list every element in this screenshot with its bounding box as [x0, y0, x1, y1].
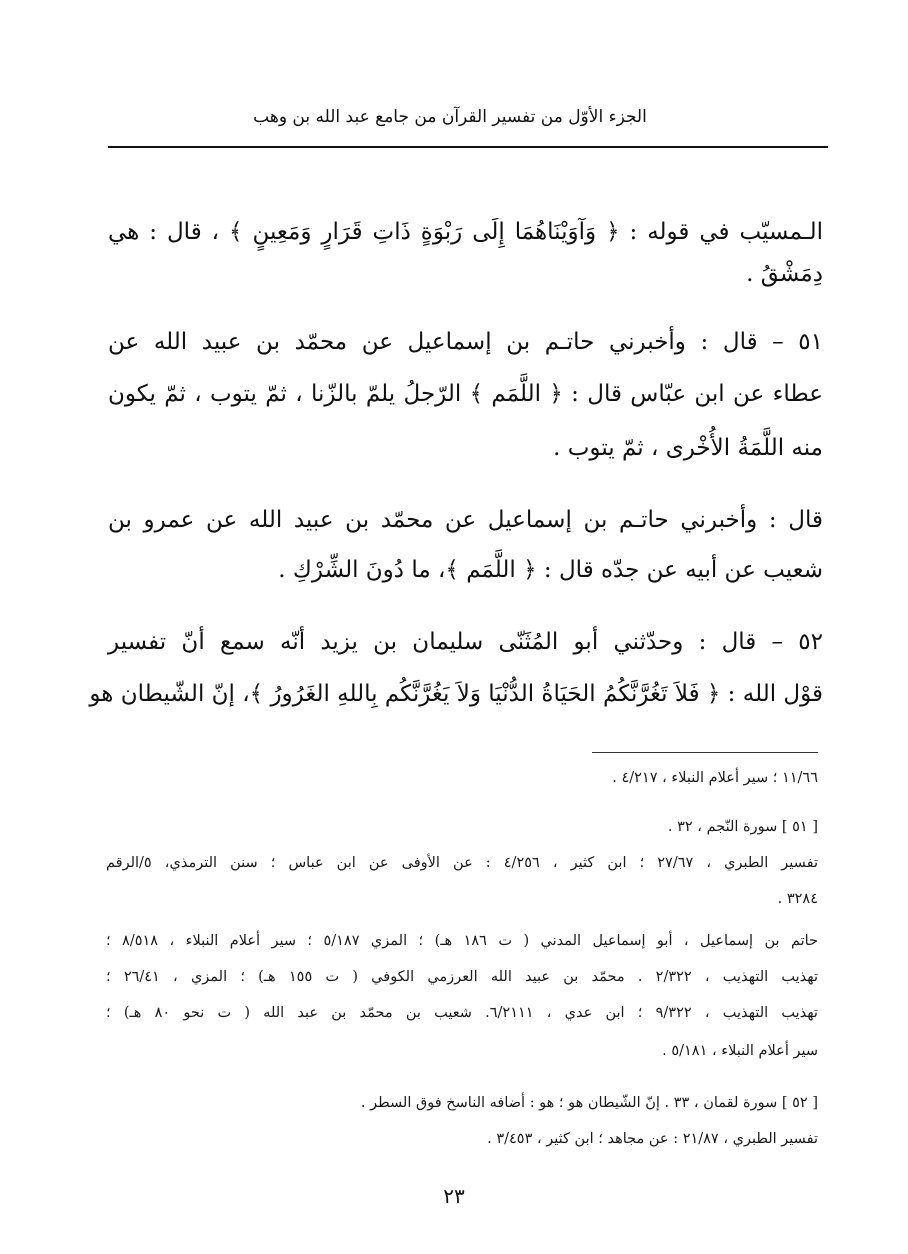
- footnote-line: تهذيب التهذيب ، ٩/٣٢٢ ؛ ابن عدي ، ٦/٢١١١. شعيب بن محمّد بن عبد الله ( ت نحو ٨٠ هـ) ؛: [106, 1005, 818, 1021]
- footnote-divider: [592, 752, 818, 753]
- body-line: قوْل الله : ﴿ فَلاَ تَغُرَّنَّكُمُ الحَيَاةُ الدُّنْيَا وَلاَ يَغُرَّنَّكُم بِاللهِ الغَرُورُ ﴾، إنّ الشّيطان هو: [89, 681, 823, 707]
- body-line: ٥٢ – قال : وحدّثني أبو المُثَنّى سليمان بن يزيد أنّه سمع أنّ تفسير: [108, 629, 823, 655]
- body-line: ٥١ – قال : وأخبرني حاتـم بن إسماعيل عن محمّد بن عبيد الله عن: [108, 329, 823, 355]
- body-line: عطاء عن ابن عبّاس قال : ﴿ اللَّمَم ﴾ الرّجلُ يلمّ بالزّنا ، ثمّ يتوب ، ثمّ يكون: [108, 381, 823, 407]
- body-line: قال : وأخبرني حاتـم بن إسماعيل عن محمّد بن عبيد الله عن عمرو بن: [108, 507, 823, 533]
- footnote-line: سير أعلام النبلاء ، ٥/١٨١ .: [662, 1043, 818, 1059]
- footnote-line: ٣٢٨٤ .: [777, 891, 818, 907]
- footnote-line: [ ٥٢ ] سورة لقمان ، ٣٣ . إنّ الشّيطان هو ؛ هو : أضافه الناسخ فوق السطر .: [360, 1095, 818, 1111]
- body-line: دِمَشْقُ .: [746, 261, 823, 287]
- footnote-line: حاتم بن إسماعيل ، أبو إسماعيل المدني ( ت ١٨٦ هـ) ؛ المزي ٥/١٨٧ ؛ سير أعلام النبلاء ، ٨/٥١٨ ؛: [106, 933, 819, 949]
- footnote-line: ١١/٦٦ ؛ سير أعلام النبلاء ، ٤/٢١٧ .: [612, 770, 818, 786]
- footnote-line: تهذيب التهذيب ، ٢/٣٢٢ . محمّد بن عبيد الله العرزمي الكوفي ( ت ١٥٥ هـ) ؛ المزي ، ٢٦/٤١ ؛: [106, 969, 818, 985]
- footnote-line: تفسير الطبري ، ٢١/٨٧ : عن مجاهد ؛ ابن كثير ، ٣/٤٥٣ .: [487, 1131, 818, 1147]
- body-line: الـمسيّب في قوله : ﴿ وَآوَيْنَاهُمَا إِلَى رَبْوَةٍ ذَاتِ قَرَارٍ وَمَعِينٍ ﴾ ، قال : هي: [108, 219, 823, 245]
- body-line: منه اللَّمَةُ الأُخْرى ، ثمّ يتوب .: [553, 435, 823, 461]
- body-line: شعيب عن أبيه عن جدّه قال : ﴿ اللَّمَم ﴾، ما دُونَ الشِّرْكِ .: [278, 557, 823, 583]
- footnote-line: [ ٥١ ] سورة النّجم ، ٣٢ .: [667, 819, 818, 835]
- running-header: الجزء الأوّل من تفسير القرآن من جامع عبد الله بن وهب: [253, 107, 647, 127]
- page-number: ٢٣: [443, 1184, 465, 1208]
- footnote-line: تفسير الطبري ، ٢٧/٦٧ ؛ ابن كثير ، ٤/٢٥٦ : عن الأوفى عن ابن عباس ؛ سنن الترمذي، ٥/الرقم: [106, 855, 818, 871]
- header-divider: [108, 146, 828, 148]
